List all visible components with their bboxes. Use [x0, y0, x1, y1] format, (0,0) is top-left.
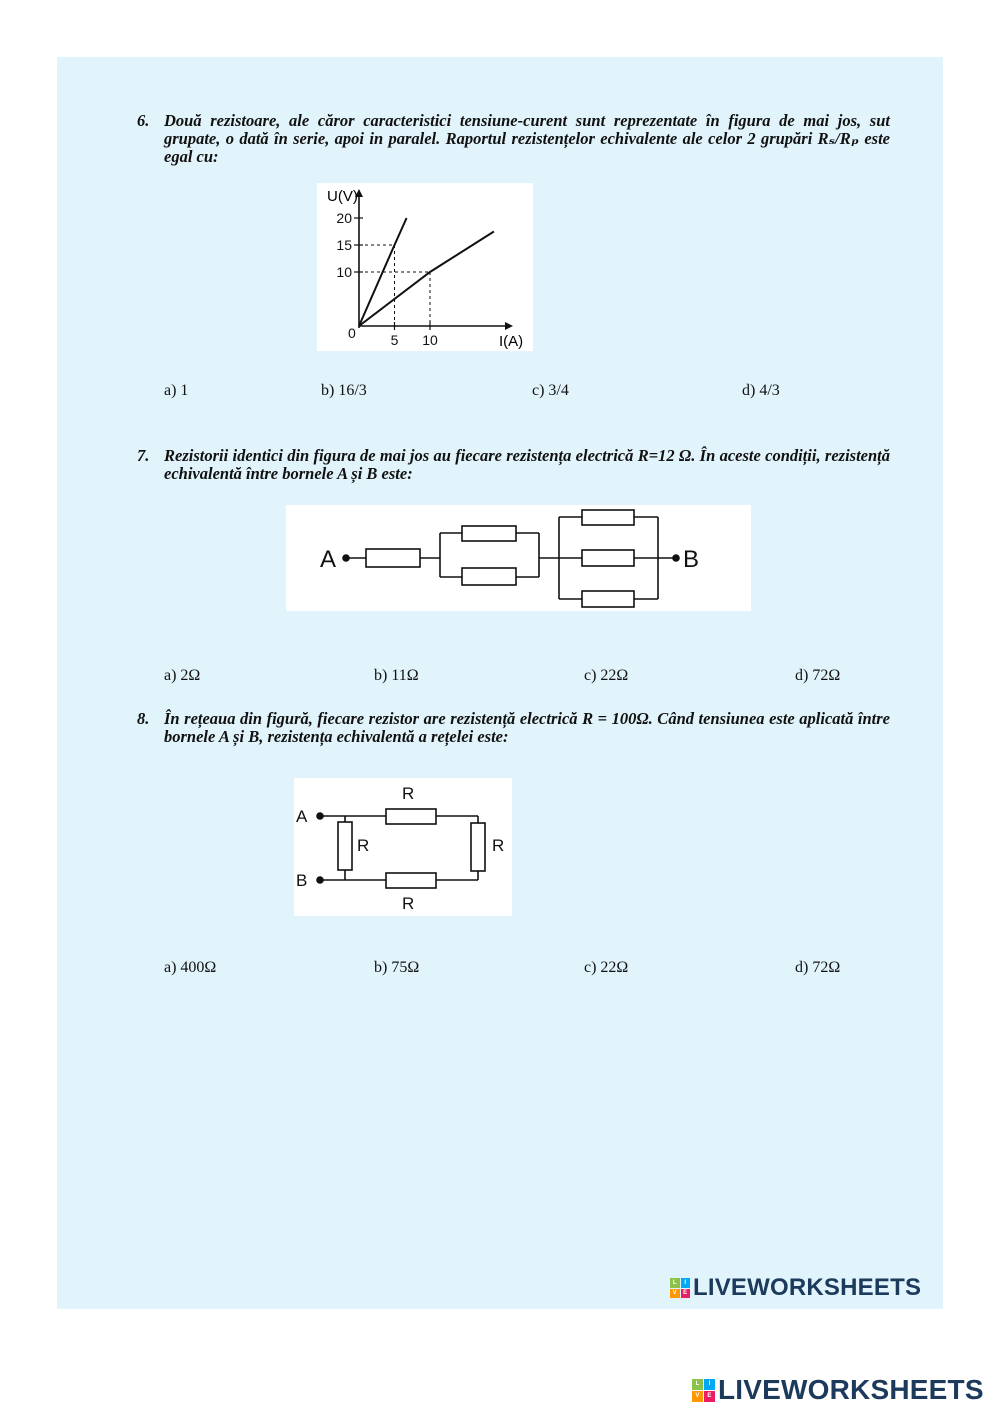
- resistor-label: R: [492, 836, 505, 855]
- chart-plot: [336, 189, 513, 348]
- x-tick-label: 0: [348, 325, 356, 341]
- y-axis-label: U(V): [327, 188, 358, 205]
- resistor: [338, 822, 352, 870]
- logo-text: LIVEWORKSHEETS: [718, 1374, 984, 1405]
- option-a[interactable]: a) 400Ω: [164, 959, 217, 976]
- option-c[interactable]: c) 22Ω: [584, 667, 629, 684]
- option-b[interactable]: b) 75Ω: [374, 959, 420, 976]
- logo-icon-cell: E: [681, 1289, 691, 1299]
- resistor-label: R: [402, 894, 415, 913]
- terminal-a-label: A: [296, 807, 308, 826]
- option-c[interactable]: c) 3/4: [532, 382, 569, 399]
- question-text: În rețeaua din figură, fiecare rezistor are rezistență electrică R = 100Ω. Când tensiunea este aplicată între bornele A și B, rezistența echivalentă a rețelei este:: [164, 709, 890, 746]
- terminal-b-label: B: [296, 871, 308, 890]
- option-d[interactable]: d) 4/3: [742, 382, 780, 399]
- question-6: [137, 112, 890, 166]
- logo-icon-cell: V: [670, 1289, 680, 1299]
- terminal-a-label: A: [320, 546, 337, 573]
- circuit-diagram-q8: [294, 778, 512, 916]
- logo-icon-cell: E: [704, 1391, 715, 1402]
- question-7: [137, 447, 890, 483]
- question-number: 8.: [137, 709, 150, 728]
- resistor: [386, 809, 436, 824]
- resistor: [471, 823, 485, 871]
- logo-icon-cell: I: [704, 1379, 715, 1390]
- resistor-label: R: [402, 784, 415, 803]
- terminal-b: [673, 555, 679, 561]
- x-tick-label: 5: [390, 332, 399, 348]
- x-tick-label: 10: [422, 332, 438, 348]
- logo-icon: [692, 1379, 715, 1402]
- option-d[interactable]: d) 72Ω: [795, 959, 841, 976]
- logo-text: LIVEWORKSHEETS: [693, 1274, 922, 1301]
- resistor: [366, 549, 420, 567]
- question-8: [137, 710, 890, 746]
- y-tick-label: 15: [336, 237, 352, 253]
- logo-icon-cell: I: [681, 1278, 691, 1288]
- resistor: [386, 873, 436, 888]
- resistor: [462, 526, 516, 541]
- option-a[interactable]: a) 2Ω: [164, 667, 201, 684]
- circuit-diagram-q7: [286, 505, 751, 611]
- resistor: [582, 510, 634, 525]
- resistor: [462, 568, 516, 585]
- option-b[interactable]: b) 16/3: [321, 382, 367, 399]
- terminal-b-label: B: [683, 546, 700, 573]
- liveworksheets-logo[interactable]: [670, 1274, 921, 1302]
- resistor-label: R: [357, 836, 370, 855]
- option-b[interactable]: b) 11Ω: [374, 667, 419, 684]
- resistor: [582, 550, 634, 566]
- logo-icon-cell: V: [692, 1391, 703, 1402]
- question-text: Două rezistoare, ale căror caracteristici tensiune-curent sunt reprezentate în figura de mai jos, sut grupate, o dată în serie, apoi in paralel. Raportul rezistențelor echivalente ale celor 2 grupări Rₛ/Rₚ este egal cu:: [164, 111, 890, 166]
- option-a[interactable]: a) 1: [164, 382, 189, 399]
- y-tick-label: 20: [336, 210, 352, 226]
- logo-icon: [670, 1278, 690, 1298]
- logo-icon-cell: L: [692, 1379, 703, 1390]
- y-tick-label: 10: [336, 264, 352, 280]
- option-d[interactable]: d) 72Ω: [795, 667, 841, 684]
- x-axis-label: I(A): [499, 333, 524, 350]
- ui-chart: [317, 183, 533, 351]
- question-text: Rezistorii identici din figura de mai jos au fiecare rezistența electrică R=12 Ω. În aceste condiții, rezistență echivalentă între bornele A și B este:: [164, 446, 890, 483]
- question-number: 7.: [137, 446, 150, 465]
- question-number: 6.: [137, 111, 150, 130]
- logo-icon-cell: L: [670, 1278, 680, 1288]
- x-axis-arrow: [505, 322, 513, 330]
- resistor: [582, 591, 634, 607]
- option-c[interactable]: c) 22Ω: [584, 959, 629, 976]
- liveworksheets-logo[interactable]: [692, 1374, 984, 1406]
